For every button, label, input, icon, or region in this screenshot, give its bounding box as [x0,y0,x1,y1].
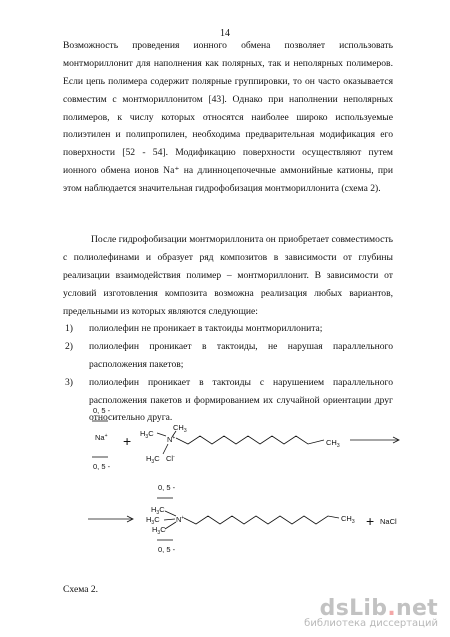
plus-sign: + [123,433,132,449]
list-item-number: 2) [65,340,73,352]
sodium-ion-label: Na+ [95,433,108,442]
site-logo: dsLib.net [319,596,438,621]
paragraph-line: условий изготовления композита возможна реализация любых вариантов, [63,287,393,299]
list-item-line: относительно друга. [89,412,173,424]
layer-charge-label: 0, 5 - [158,483,176,492]
methyl-label: $CH_3$ [173,423,187,434]
list-item-line: полиолефин проникает в тактоиды с нарушением параллельного [89,376,393,388]
site-subtitle: библиотека диссертаций [304,618,438,629]
sodium-chloride-label: NaCl [380,517,397,526]
nitrogen-label: N+ [176,515,185,524]
layer-charge-label: 0, 5 - [93,462,111,471]
paragraph-line: полимеров, к числу которых относятся наиболее широко используемые [63,111,393,123]
paragraph-line: монтмориллонит для наполнения как полярных, так и неполярных полимеров. [63,57,393,69]
methyl-label: $H_3C$ [146,454,160,465]
list-item-line: расположения пакетов; [89,358,184,370]
paragraph-line: полиэтилен и полипропилен, необходима предварительная модификация его [63,129,393,141]
methyl-label: $H_3C$ [152,525,166,536]
list-item-number: 1) [65,323,73,334]
layer-charge-label: 0, 5 - [158,545,176,554]
list-item-number: 3) [65,376,73,388]
paragraph-line: реализации взаимодействия полимер – монтмориллонит. В зависимости от [63,269,393,281]
methyl-label: $CH_3$ [341,514,355,525]
paragraph-line: ионного обмена ионов Na⁺ на длинноцепочечные аммонийные катионы, при [63,165,393,177]
paragraph-line: с полиолефинами и образует ряд композитов в зависимости от глубины [63,251,393,263]
paragraph-line: этом наблюдается значительная гидрофобизация монтмориллонита (схема 2). [63,183,381,195]
plus-sign: + [366,513,375,529]
watermark [304,596,438,629]
list-item-line: полиолефин проникает в тактоиды, не нарушая параллельного [89,340,393,352]
paragraph-line: поверхности [52 - 54]. Модификацию поверхности осуществляют путем [63,147,393,159]
scheme-caption: Схема 2. [63,584,99,595]
methyl-label: $H_3C$ [151,505,165,516]
alkyl-chain [157,431,324,454]
paragraph-line: Если цепь полимера содержит полярные группировки, то он часто оказывается [63,75,393,87]
nitrogen-label: N+ [167,435,176,444]
page-number: 14 [220,28,230,39]
methyl-label: $H_3C$ [146,515,160,526]
reaction-arrow [350,437,399,443]
paragraph-line: После гидрофобизации монтмориллонита он приобретает совместимость [91,234,393,245]
paragraph-line: Возможность проведения ионного обмена позволяет использовать [63,40,393,51]
paragraph-line: предельными из которых являются следующие: [63,305,258,317]
methyl-label: $CH_3$ [326,438,340,449]
chloride-label: Cl- [166,454,175,463]
list-item-line: полиолефин не проникает в тактоиды монтмориллонита; [89,323,323,334]
paragraph-line: совместим с монтмориллонитом [43]. Однако при наполнении неполярных [63,93,393,105]
list-item-line: расположения пакетов и формированием их случайной ориентации друг [89,394,393,406]
layer-charge-label: 0, 5 - [93,406,111,415]
alkyl-chain [164,511,339,529]
methyl-label: $H_3C$ [140,429,154,440]
